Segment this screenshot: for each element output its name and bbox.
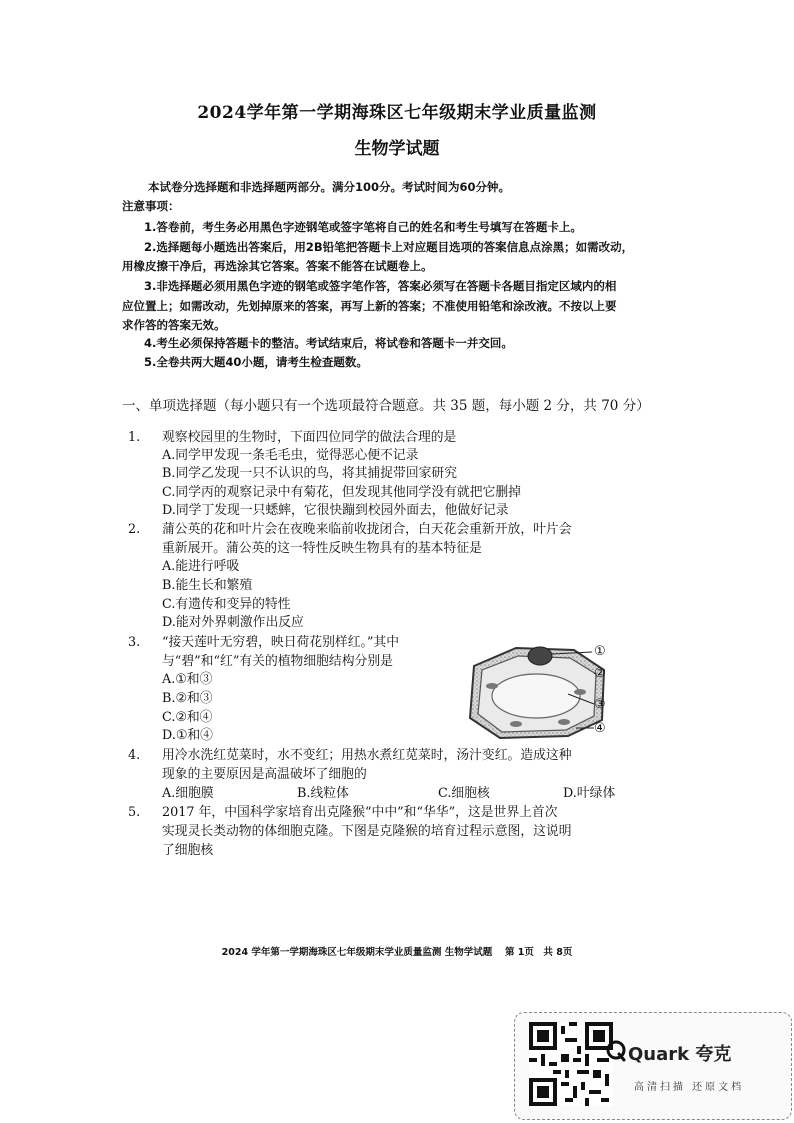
question-number: 1. bbox=[128, 430, 141, 445]
page-footer: 2024 学年第一学期海珠区七年级期末学业质量监测 生物学试题 第 1页 共 8页 bbox=[221, 947, 573, 958]
option-a: A.同学甲发现一条毛毛虫，觉得恶心便不记录 bbox=[162, 448, 419, 463]
instruction-line: 应位置上；如需改动，先划掉原来的答案，再写上新的答案；不准使用铅笔和涂改液。不按以上要 bbox=[122, 299, 617, 313]
option-c: C.有遗传和变异的特性 bbox=[162, 597, 291, 612]
exam-title: 2024学年第一学期海珠区七年级期末学业质量监测 bbox=[197, 103, 597, 123]
option-a: A.能进行呼吸 bbox=[162, 559, 240, 574]
instructions-heading: 注意事项： bbox=[122, 199, 180, 213]
question-number: 2. bbox=[128, 522, 141, 537]
option-d: D.同学丁发现一只蟋蟀，它很快蹦到校园外面去，他做好记录 bbox=[162, 503, 509, 518]
instruction-line: 求作答的答案无效。 bbox=[122, 318, 226, 332]
question-stem: 与“碧”和“红”有关的植物细胞结构分别是 bbox=[162, 654, 393, 669]
question-stem: 观察校园里的生物时，下面四位同学的做法合理的是 bbox=[162, 430, 457, 445]
option-d: D.能对外界刺激作出反应 bbox=[162, 615, 304, 630]
option-b: B.②和③ bbox=[162, 691, 213, 706]
question-stem: 蒲公英的花和叶片会在夜晚来临前收拢闭合，白天花会重新开放，叶片会 bbox=[162, 522, 572, 537]
question-stem: 实现灵长类动物的体细胞克隆。下图是克隆猴的培育过程示意图，这说明 bbox=[162, 824, 572, 839]
question-stem: 了细胞核 bbox=[162, 843, 214, 858]
option-b: B.能生长和繁殖 bbox=[162, 578, 253, 593]
option-c: C.②和④ bbox=[162, 710, 213, 725]
chloroplast-shape bbox=[558, 719, 570, 725]
instruction-line: 4.考生必须保持答题卡的整洁。考试结束后，将试卷和答题卡一并交回。 bbox=[144, 336, 513, 350]
question-stem: 2017 年，中国科学家培育出克隆猴“中中”和“华华”，这是世界上首次 bbox=[162, 805, 558, 820]
exam-subtitle: 生物学试题 bbox=[354, 139, 440, 159]
vacuole-shape bbox=[492, 674, 580, 718]
option-b: B.同学乙发现一只不认识的鸟，将其捕捉带回家研究 bbox=[162, 466, 458, 481]
instruction-line: 用橡皮擦干净后，再选涂其它答案。答案不能答在试题卷上。 bbox=[122, 259, 433, 273]
question-stem: 重新展开。蒲公英的这一特性反映生物具有的基本特征是 bbox=[162, 541, 482, 556]
chloroplast-shape bbox=[486, 683, 498, 689]
instruction-line: 3.非选择题必须用黑色字迹的钢笔或签字笔作答，答案必须写在答题卡各题目指定区域内的相 bbox=[144, 279, 617, 293]
instruction-line: 1.答卷前，考生务必用黑色字迹钢笔或签字笔将自己的姓名和考生号填写在答题卡上。 bbox=[144, 220, 582, 234]
quark-tagline: 高清扫描 还原文档 bbox=[634, 1082, 745, 1093]
question-number: 5. bbox=[128, 805, 141, 820]
figure-label-3: ③ bbox=[594, 697, 606, 712]
option-a: A.①和③ bbox=[162, 672, 213, 687]
qr-code-icon bbox=[529, 1022, 613, 1106]
question-number: 4. bbox=[128, 748, 141, 763]
figure-label-1: ① bbox=[594, 644, 606, 659]
plant-cell-figure bbox=[456, 636, 616, 742]
option-c: C.细胞核 bbox=[438, 786, 490, 801]
instruction-line: 5.全卷共两大题40小题，请考生检查题数。 bbox=[144, 355, 368, 369]
instruction-line: 2.选择题每小题选出答案后，用2B铅笔把答题卡上对应题目选项的答案信息点涂黑；如需改动， bbox=[144, 240, 634, 254]
quark-brand: Quark 夸克 bbox=[628, 1044, 732, 1065]
figure-label-2: ② bbox=[594, 666, 606, 681]
figure-label-4: ④ bbox=[594, 721, 606, 736]
chloroplast-shape bbox=[510, 721, 522, 727]
option-b: B.线粒体 bbox=[297, 786, 349, 801]
quark-logo-icon bbox=[606, 1040, 626, 1062]
question-stem: “接天莲叶无穷碧，映日荷花别样红。”其中 bbox=[162, 635, 400, 650]
option-c: C.同学丙的观察记录中有菊花，但发现其他同学没有就把它删掉 bbox=[162, 485, 521, 500]
option-d: D.叶绿体 bbox=[563, 786, 616, 801]
question-stem: 现象的主要原因是高温破坏了细胞的 bbox=[162, 767, 367, 782]
question-number: 3. bbox=[128, 635, 141, 650]
instructions-intro: 本试卷分选择题和非选择题两部分。满分100分。考试时间为60分钟。 bbox=[148, 180, 511, 194]
option-a: A.细胞膜 bbox=[162, 786, 214, 801]
chloroplast-shape bbox=[574, 689, 586, 695]
section-heading: 一、单项选择题（每小题只有一个选项最符合题意。共 35 题，每小题 2 分，共 70 分） bbox=[122, 398, 650, 414]
nucleus-shape bbox=[528, 647, 552, 665]
option-d: D.①和④ bbox=[162, 728, 213, 743]
question-stem: 用冷水洗红苋菜时，水不变红；用热水煮红苋菜时，汤汁变红。造成这种 bbox=[162, 748, 572, 763]
